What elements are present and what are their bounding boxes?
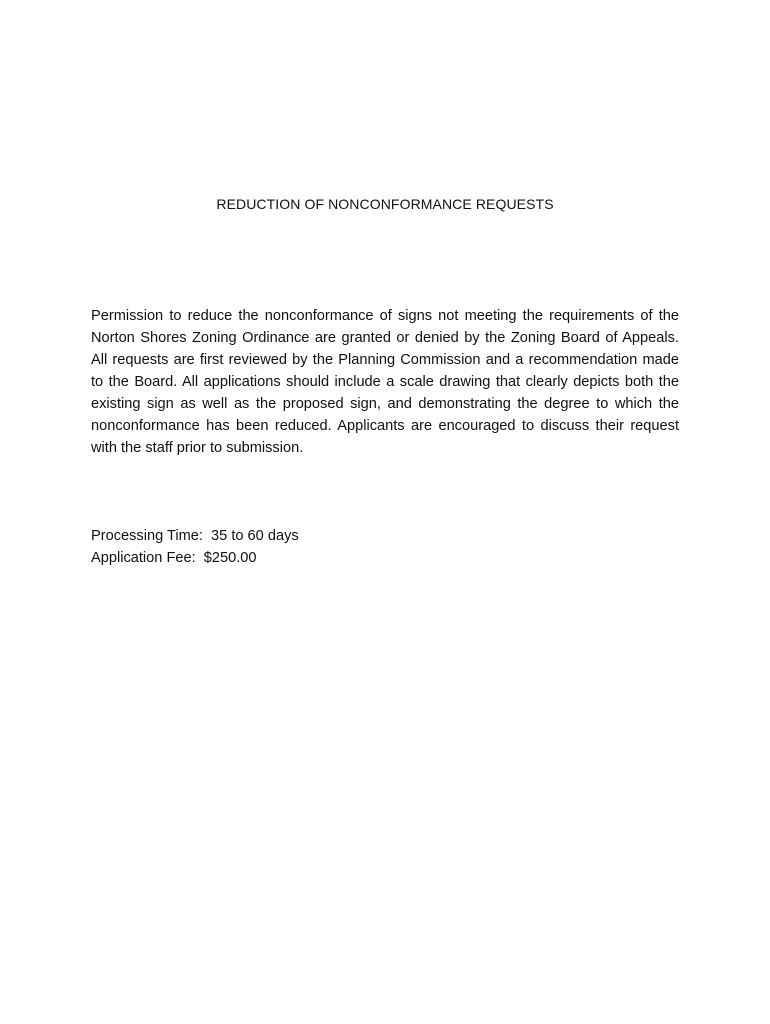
application-fee: Application Fee: $250.00 — [91, 550, 257, 566]
info-block — [91, 525, 299, 569]
processing-time: Processing Time: 35 to 60 days — [91, 528, 299, 544]
document-paragraph: Permission to reduce the nonconformance of signs not meeting the requirements of the Norton Shores Zoning Ordinance are granted or denied by the Zoning Board of Appeals. All requests are first reviewed by the Planning Commission and a recommendation made to the Board. All applications should include a scale drawing that clearly depicts both the existing sign as well as the proposed sign, and demonstrating the degree to which the nonconformance has been reduced. Applicants are encouraged to discuss their request with the staff prior to submission. — [91, 308, 679, 456]
document-title: REDUCTION OF NONCONFORMANCE REQUESTS — [216, 196, 554, 212]
